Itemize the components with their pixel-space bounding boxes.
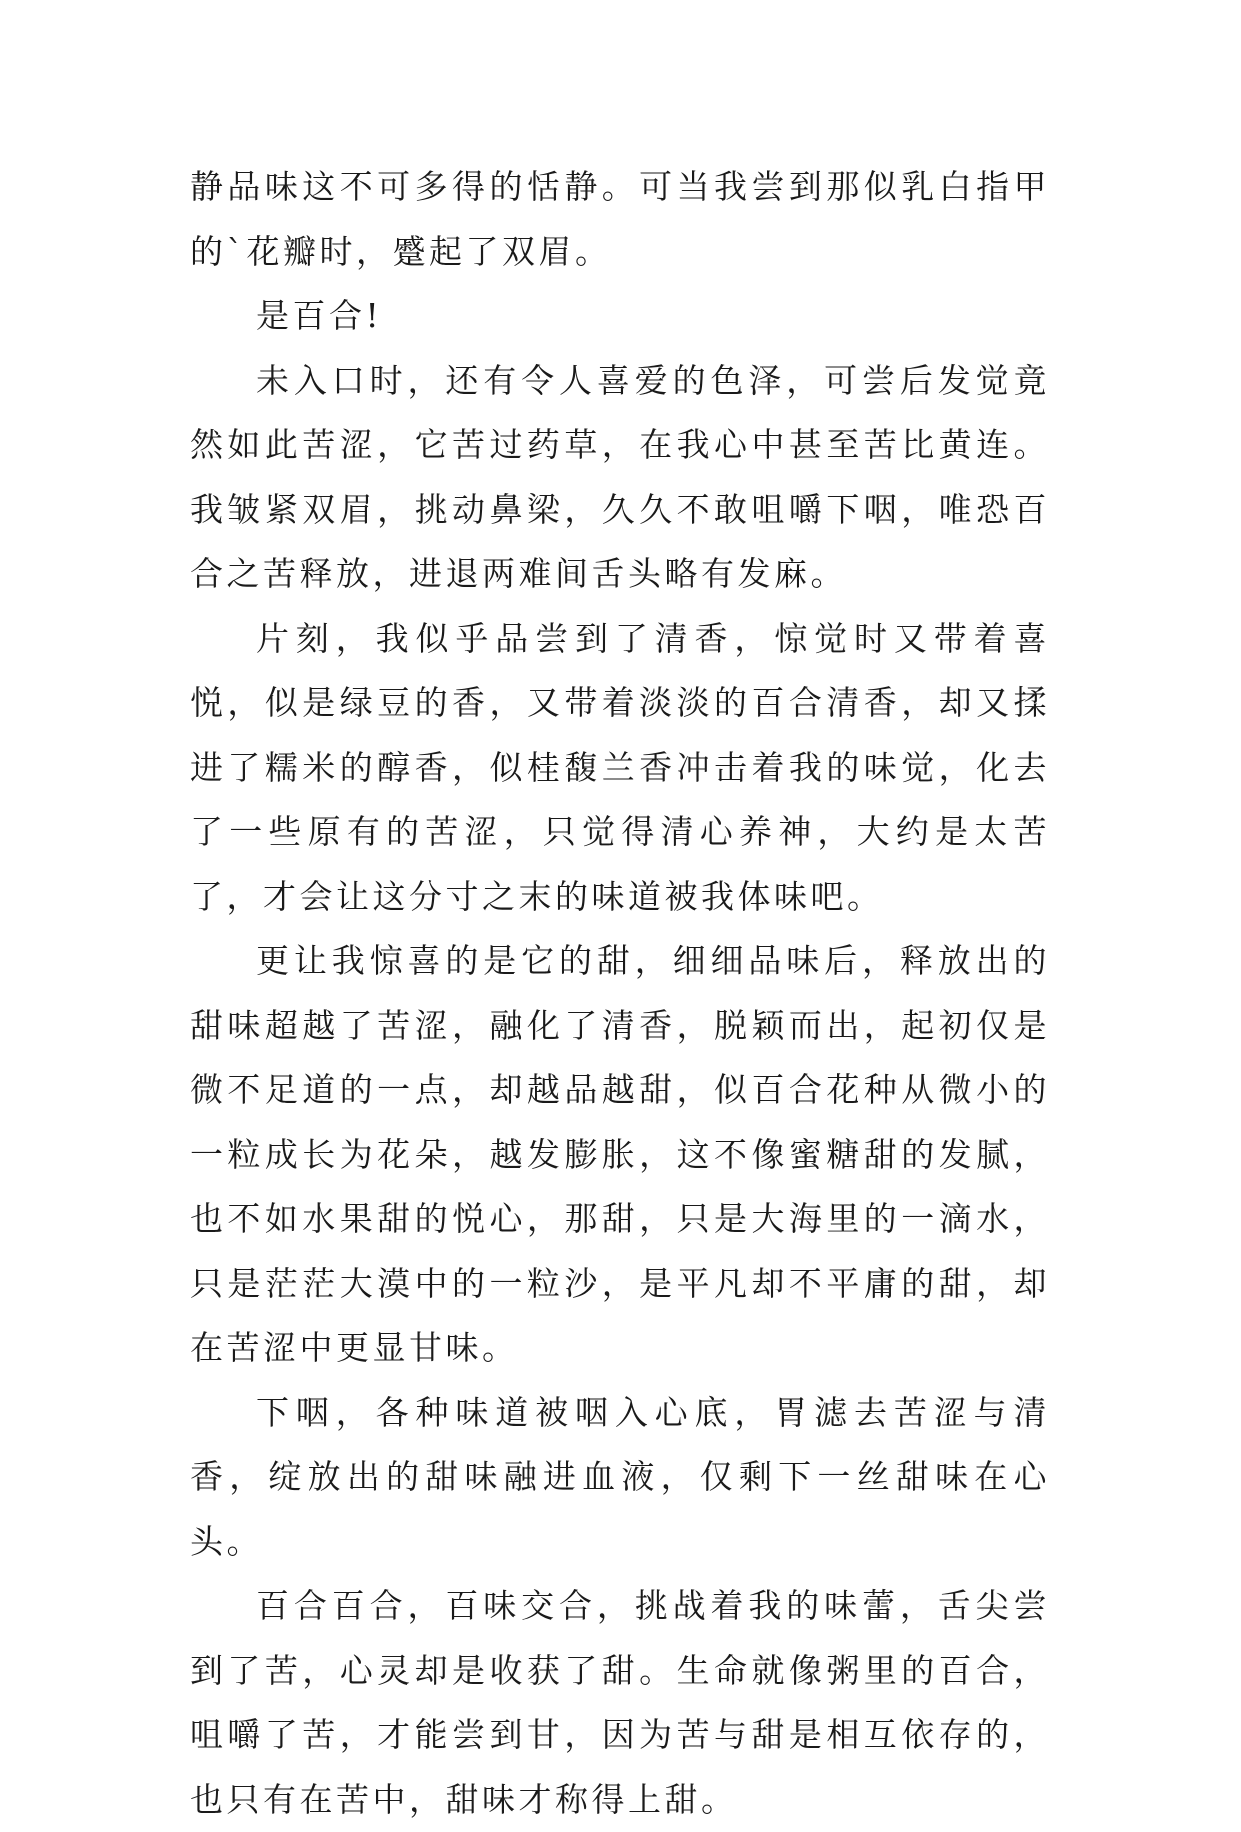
paragraph-3: 未入口时，还有令人喜爱的色泽，可尝后发觉竟然如此苦涩，它苦过药草，在我心中甚至苦比黄连。我皱紧双眉，挑动鼻梁，久久不敢咀嚼下咽，唯恐百合之苦释放，进退两难间舌头略有发麻。 (190, 360, 1050, 593)
paragraph-4: 片刻，我似乎品尝到了清香，惊觉时又带着喜悦，似是绿豆的香，又带着淡淡的百合清香，却又揉进了糯米的醇香，似桂馥兰香冲击着我的味觉，化去了一些原有的苦涩，只觉得清心养神，大约是太苦了，才会让这分寸之末的味道被我体味吧。 (190, 618, 1050, 916)
paragraph-6: 下咽，各种味道被咽入心底，胃滤去苦涩与清香，绽放出的甜味融进血液，仅剩下一丝甜味在心头。 (190, 1392, 1050, 1561)
paragraph-2: 是百合! (256, 296, 383, 335)
paragraph-5: 更让我惊喜的是它的甜，细细品味后，释放出的甜味超越了苦涩，融化了清香，脱颖而出，起初仅是微不足道的一点，却越品越甜，似百合花种从微小的一粒成长为花朵，越发膨胀，这不像蜜糖甜的发腻，也不如水果甜的悦心，那甜，只是大海里的一滴水，只是茫茫大漠中的一粒沙，是平凡却不平庸的甜，却在苦涩中更显甘味。 (190, 941, 1050, 1367)
document-page (190, 155, 1050, 1832)
paragraph-1: 静品味这不可多得的恬静。可当我尝到那似乳白指甲的`花瓣时，蹙起了双眉。 (190, 167, 1050, 271)
paragraph-7: 百合百合，百味交合，挑战着我的味蕾，舌尖尝到了苦，心灵却是收获了甜。生命就像粥里的百合，咀嚼了苦，才能尝到甘，因为苦与甜是相互依存的，也只有在苦中，甜味才称得上甜。 (190, 1586, 1050, 1819)
